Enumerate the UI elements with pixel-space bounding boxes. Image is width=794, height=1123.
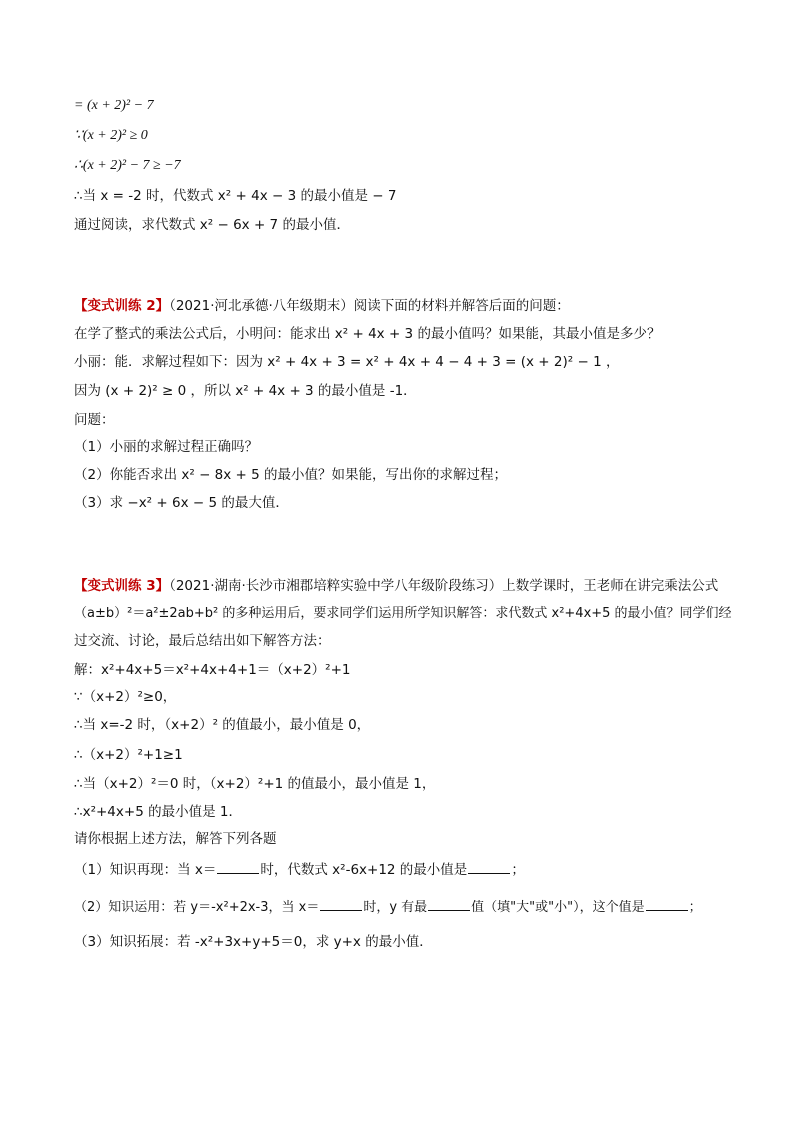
question-text: （1）知识再现：当 x＝	[74, 862, 217, 878]
text-line: ∴(x + 2)² − 7 ≥ −7	[74, 158, 181, 173]
problem-source: （2021·湖南·长沙市湘郡培粹实验中学八年级阶段练习）上数学课时，王老师在讲完乘法公式	[169, 578, 719, 594]
problem-tag: 【变式训练 2】	[74, 298, 170, 314]
text-line: 小丽：能．求解过程如下：因为 x² + 4x + 3 = x² + 4x + 4 − 4 + 3 = (x + 2)² − 1 ，	[74, 354, 620, 370]
answer-blank[interactable]	[468, 860, 510, 874]
text-line: （a±b）²＝a²±2ab+b² 的多种运用后，要求同学们运用所学知识解答：求代数式 x²+4x+5 的最小值？同学们经	[74, 606, 732, 621]
question-text: ；	[688, 900, 702, 915]
problem-2-header	[74, 297, 570, 315]
solution-line: ∵（x+2）²≥0，	[74, 689, 177, 705]
text-line: 因为 (x + 2)² ≥ 0 ，所以 x² + 4x + 3 的最小值是 -1．	[74, 383, 417, 399]
problem-3-header	[74, 577, 718, 595]
answer-blank[interactable]	[217, 860, 259, 874]
question-item	[74, 897, 702, 917]
question-text: 时，代数式 x²-6x+12 的最小值是	[260, 862, 468, 878]
text-line: = (x + 2)² − 7	[74, 98, 154, 113]
question-text: ；	[511, 862, 525, 878]
answer-blank[interactable]	[428, 897, 470, 911]
question-text: （2）知识运用：若 y＝-x²+2x-3，当 x＝	[74, 900, 320, 915]
question-text: 时，y 有最	[363, 900, 428, 915]
solution-line: 解：x²+4x+5＝x²+4x+4+1＝（x+2）²+1	[74, 662, 351, 678]
text-line: 通过阅读，求代数式 x² − 6x + 7 的最小值．	[74, 217, 350, 233]
text-line: 过交流、讨论，最后总结出如下解答方法：	[74, 633, 331, 649]
question-item: （3）知识拓展：若 -x²+3x+y+5＝0，求 y+x 的最小值．	[74, 934, 433, 950]
text-line: 在学了整式的乘法公式后，小明问：能求出 x² + 4x + 3 的最小值吗？如果能，其最小值是多少？	[74, 326, 661, 342]
answer-blank[interactable]	[646, 897, 688, 911]
question-item	[74, 860, 525, 879]
solution-line: ∴当（x+2）²＝0 时，（x+2）²+1 的值最小，最小值是 1，	[74, 776, 436, 792]
question-item: （2）你能否求出 x² − 8x + 5 的最小值？如果能，写出你的求解过程；	[74, 467, 508, 483]
question-text: 值（填"大"或"小"），这个值是	[471, 900, 645, 915]
solution-line: 请你根据上述方法，解答下列各题	[74, 831, 277, 847]
answer-blank[interactable]	[320, 897, 362, 911]
text-line: ∵(x + 2)² ≥ 0	[74, 128, 148, 143]
solution-line: ∴x²+4x+5 的最小值是 1．	[74, 804, 242, 820]
solution-line: ∴当 x=-2 时，（x+2）² 的值最小，最小值是 0，	[74, 717, 371, 733]
problem-tag: 【变式训练 3】	[74, 578, 170, 594]
solution-line: ∴（x+2）²+1≥1	[74, 747, 183, 763]
text-line: 问题：	[74, 412, 115, 428]
problem-source: （2021·河北承德·八年级期末）阅读下面的材料并解答后面的问题：	[169, 298, 570, 314]
question-item: （1）小丽的求解过程正确吗？	[74, 439, 259, 455]
text-line: ∴当 x = -2 时，代数式 x² + 4x − 3 的最小值是 − 7	[74, 188, 397, 204]
question-item: （3）求 −x² + 6x − 5 的最大值．	[74, 495, 289, 511]
